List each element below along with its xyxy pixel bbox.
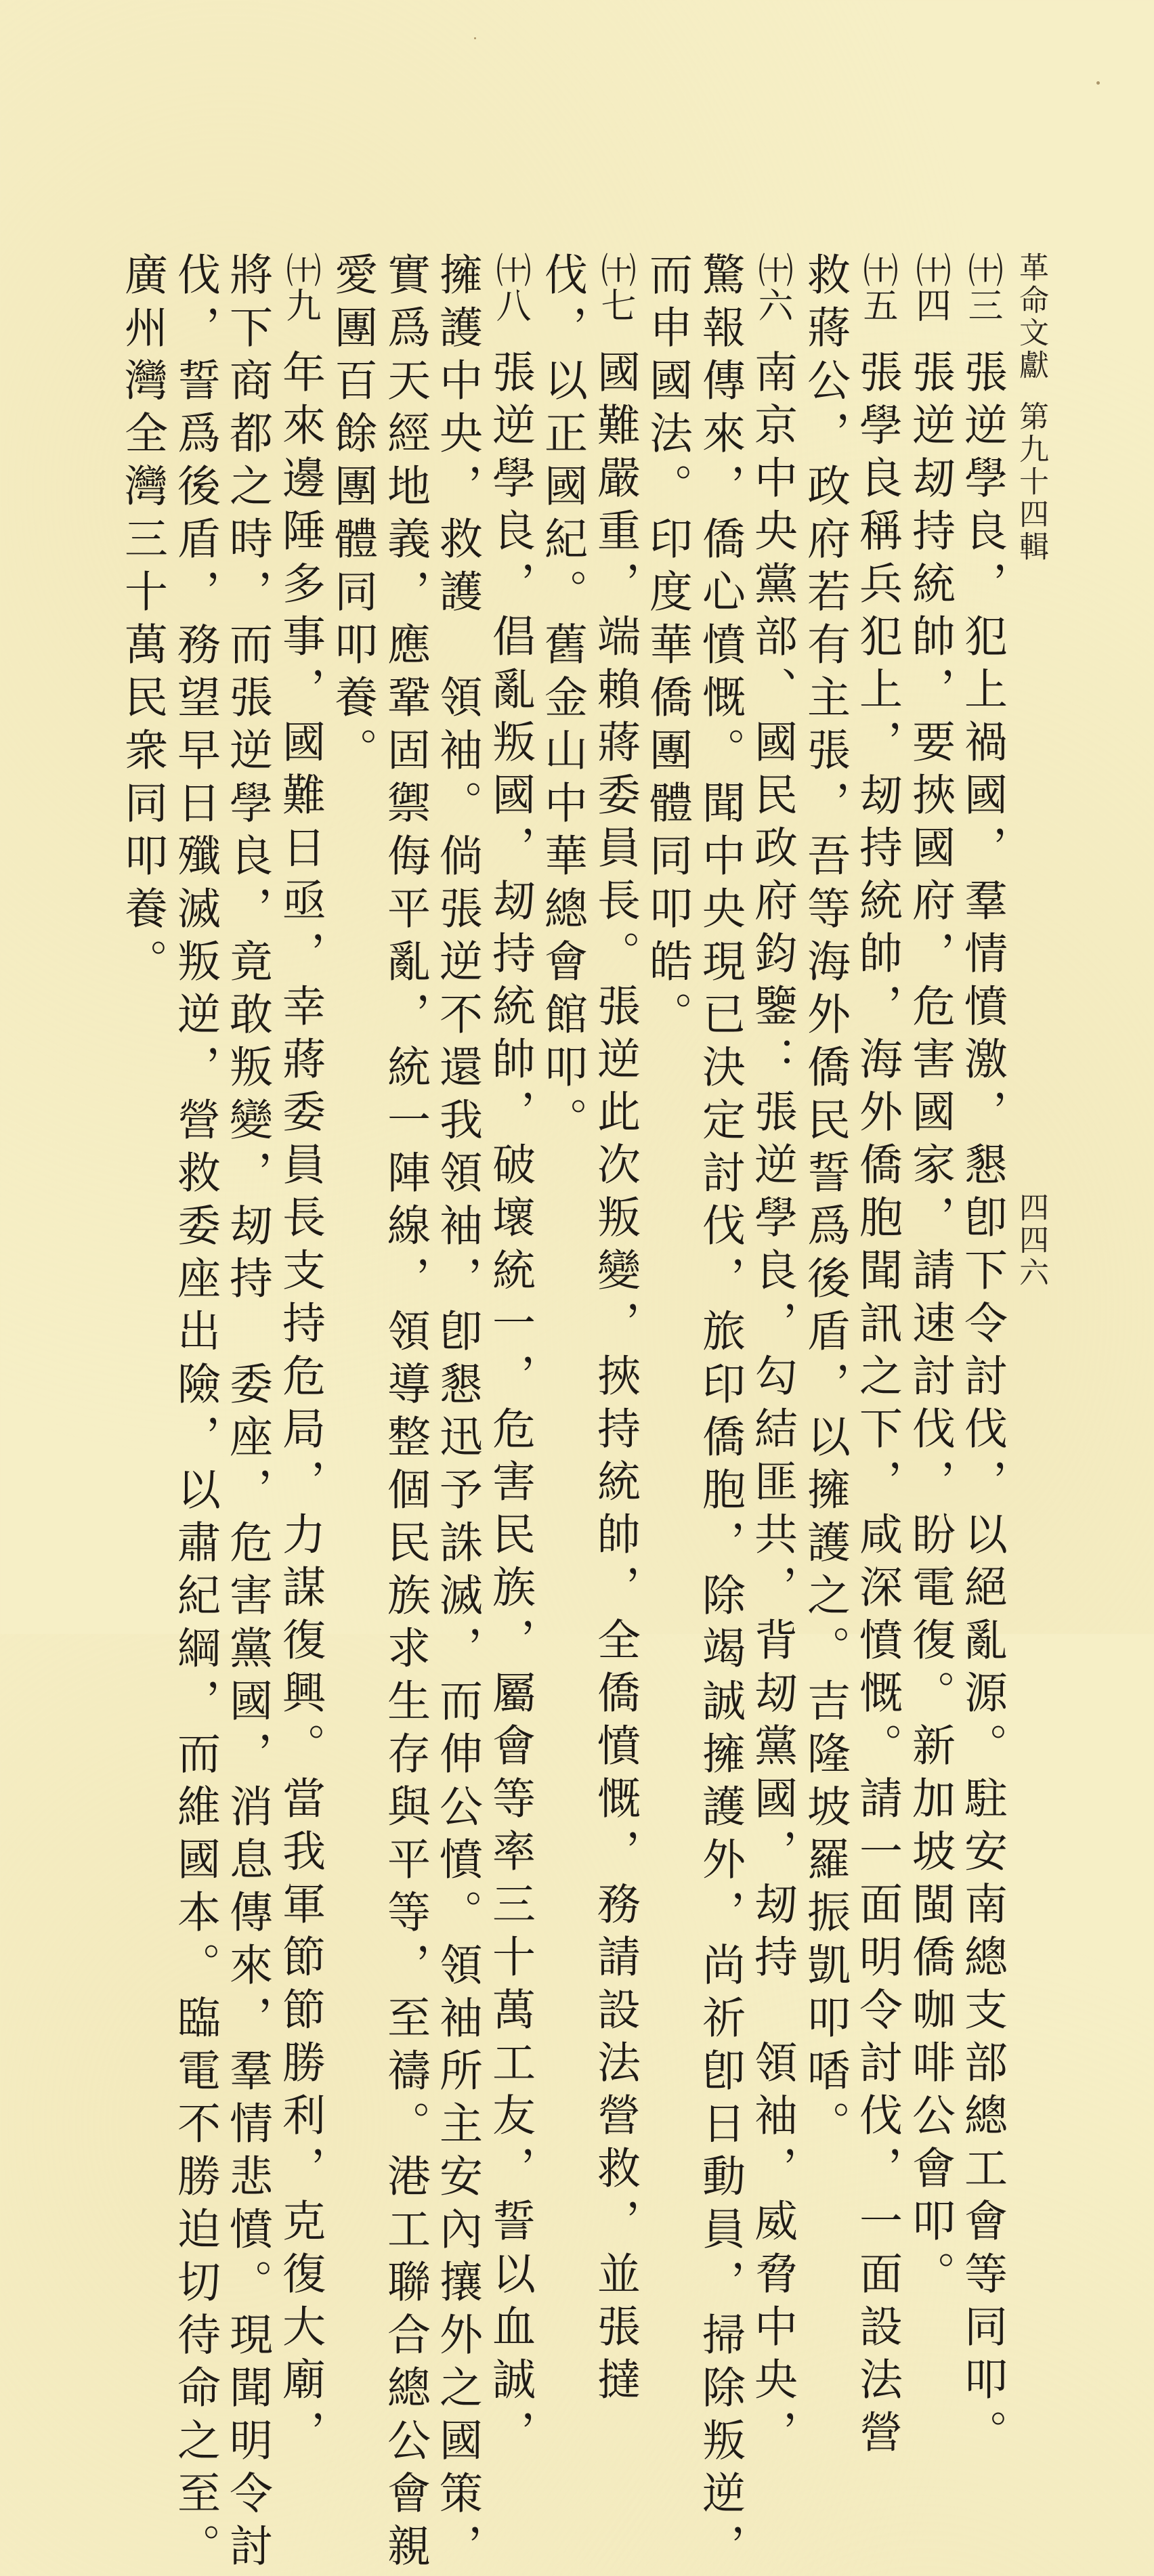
entry-15 — [852, 252, 902, 2462]
entry-17-continued — [537, 252, 587, 1150]
column-text: 救蔣公，政府若有主張，吾等海外僑民誓爲後盾，以擁護之。吉隆坡羅振凱叩㗍。 — [800, 252, 850, 2153]
entry-16-continued-2 — [642, 252, 692, 1044]
entry-19-continued-2 — [170, 252, 220, 2576]
entry-17 — [590, 252, 640, 2409]
column-text: 伐，以正國紀。舊金山中華總會館叩。 — [537, 252, 587, 1150]
column-text: 伐，誓爲後盾，務望早日殲滅叛逆，營救委座出險，以肅紀綱，而維國本。臨電不勝迫切待命之至。 — [170, 252, 220, 2576]
page-number: 四四六 — [1014, 1192, 1048, 1289]
entry-18-continued — [432, 252, 482, 2576]
column-text: 年來邊陲多事，國難日亟，幸蔣委員長支持危局，力謀復興。當我軍節節勝利，克復大廟， — [275, 349, 325, 2462]
paper-speck — [474, 37, 476, 39]
entry-18 — [485, 252, 535, 2462]
column-text: 張逆刼持統帥，要挾國府，危害國家，請速討伐，盼電復。新加坡閩僑咖啡公會叩。 — [905, 349, 955, 2304]
paper-speck — [1096, 81, 1100, 85]
entry-marker: ㈩三 — [962, 252, 1002, 322]
entry-marker: ㈩九 — [280, 252, 320, 322]
column-text: 南京中央黨部、國民政府鈞鑒：張逆學良，勾結匪共，背刼黨國，刼持 領袖，威脅中央， — [747, 349, 797, 2462]
entry-marker: ㈩五 — [857, 252, 897, 322]
running-header — [1016, 252, 1046, 563]
column-text: 擁護中央，救護 領袖。倘張逆不還我領袖，卽懇迅予誅滅，而伸公憤。領袖所主安內攘外之國策， — [432, 252, 482, 2576]
entry-19-continued-3 — [117, 252, 167, 991]
book-title: 革命文獻 — [1014, 252, 1048, 382]
column-text: 而申國法。印度華僑團體同叩皓。 — [642, 252, 692, 1044]
entry-marker: ㈩六 — [752, 252, 792, 322]
entry-18-continued-3 — [327, 252, 377, 780]
column-text: 愛團百餘團體同叩養。 — [327, 252, 377, 780]
entry-18-continued-2 — [380, 252, 430, 2576]
entry-marker: ㈩四 — [910, 252, 950, 322]
column-text: 國難嚴重，端賴蔣委員長。張逆此次叛變，挾持統帥，全僑憤慨，務請設法營救，並張撻 — [590, 349, 640, 2409]
entry-16 — [747, 252, 797, 2462]
volume-label: 第九十四輯 — [1014, 401, 1048, 563]
entry-marker: ㈩七 — [595, 252, 635, 322]
entry-marker: ㈩八 — [490, 252, 530, 322]
entry-19 — [275, 252, 325, 2462]
entry-16-continued — [695, 252, 745, 2576]
entry-14 — [905, 252, 955, 2304]
column-text: 張逆學良，犯上禍國，羣情憤激，懇卽下令討伐，以絕亂源。駐安南總支部總工會等同叩。 — [957, 349, 1007, 2462]
entry-13 — [957, 252, 1007, 2462]
column-text: 實爲天經地義，應鞏固禦侮平亂，統一陣線，領導整個民族求生存與平等，至禱。港工聯合總公會親 — [380, 252, 430, 2576]
column-text: 將下商都之時，而張逆學良，竟敢叛變，刼持 委座，危害黨國，消息傳來，羣情悲憤。現聞明令討 — [222, 252, 272, 2576]
column-text: 張逆學良，倡亂叛國，刼持統帥，破壞統一，危害民族，屬會等率三十萬工友，誓以血誠， — [485, 349, 535, 2462]
entry-15-continued — [800, 252, 850, 2153]
column-text: 驚報傳來，僑心憤慨。聞中央現已決定討伐，旅印僑胞，除竭誠擁護外，尚祈卽日動員，掃除叛逆， — [695, 252, 745, 2576]
column-text: 廣州灣全灣三十萬民衆同叩養。 — [117, 252, 167, 991]
column-text: 張學良稱兵犯上，刼持統帥，海外僑胞聞訊之下，咸深憤慨。請一面明令討伐，一面設法營 — [852, 349, 902, 2462]
entry-19-continued — [222, 252, 272, 2576]
